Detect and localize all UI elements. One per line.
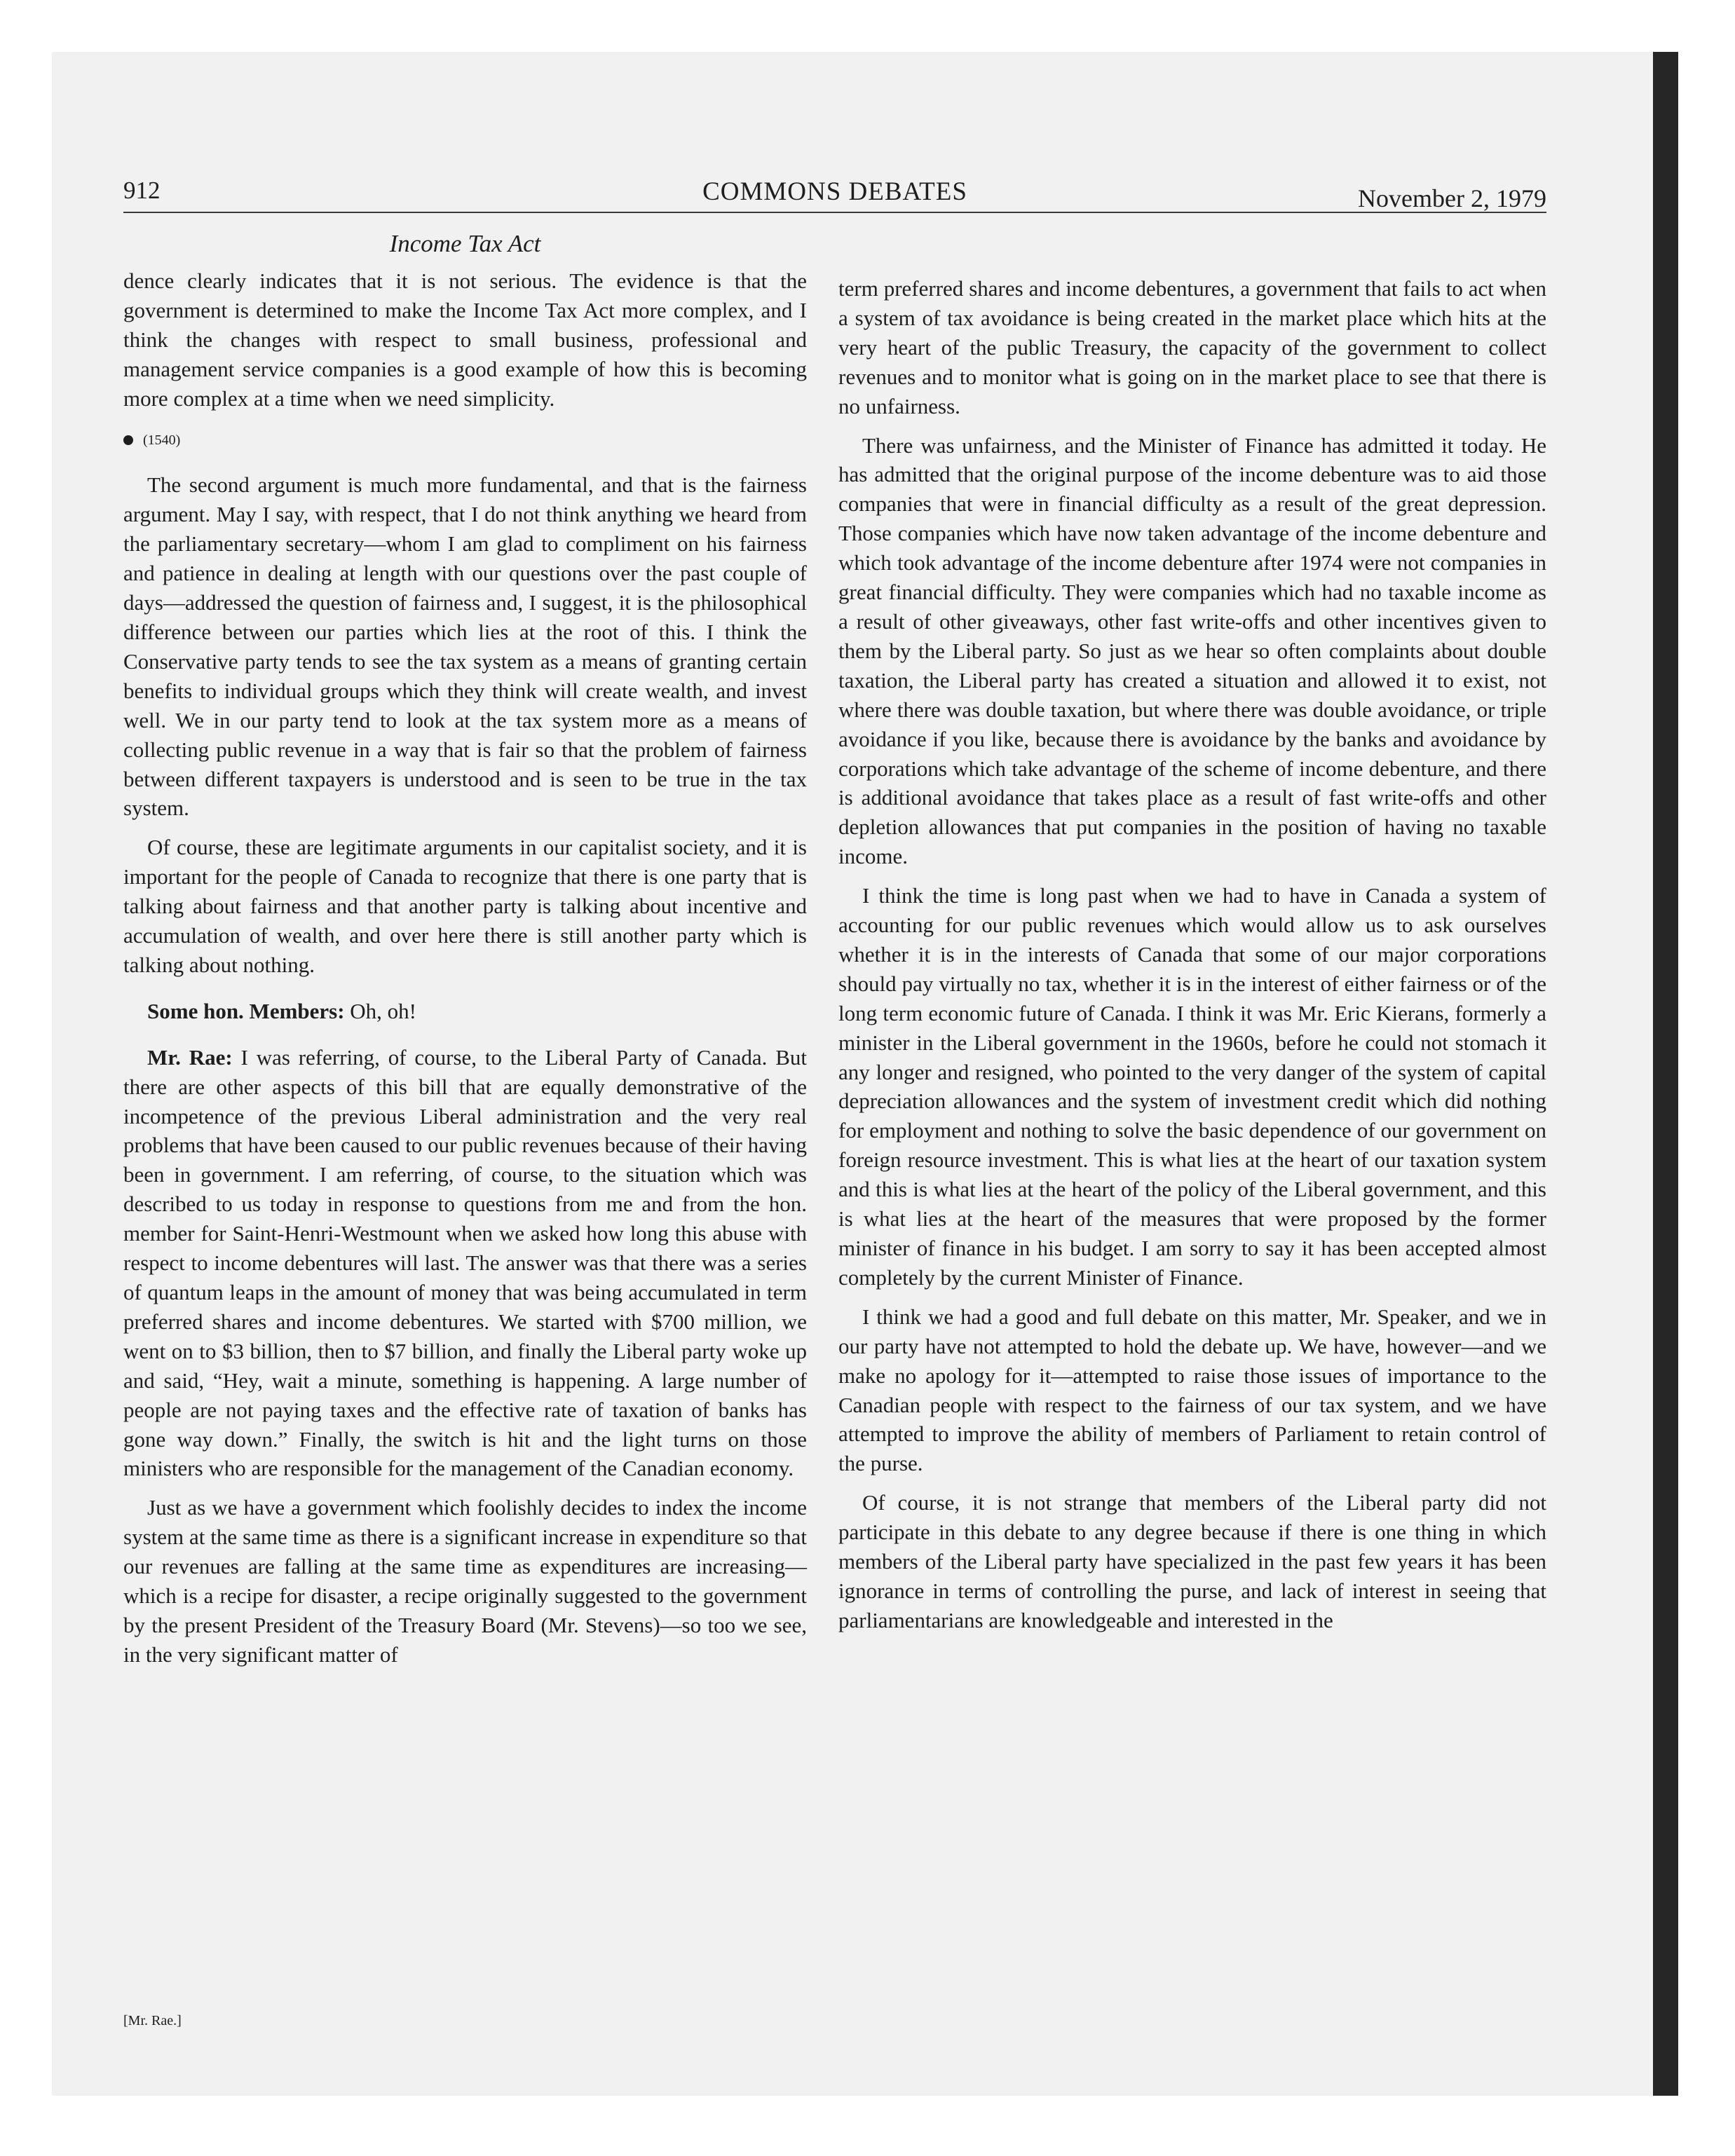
scan-edge-bar bbox=[1653, 52, 1678, 2096]
paragraph: There was unfairness, and the Minister of Finance has admitted it today. He has admitted that the original purpose of the income debenture was to aid those companies that were in financial difficulty as a result of the great depression. Those companies which have now taken advantage of the income debenture and which took advantage of the income debenture after 1974 were not companies in great financial difficulty. They were companies which had no taxable income as a result of other giveaways, other fast write-offs and other incentives given to them by the Liberal party. So just as we hear so often complaints about double taxation, the Liberal party has created a situation and allowed it to exist, not where there was double taxation, but where there was double avoidance, or triple avoidance if you like, because there is avoidance by the banks and avoidance by corporations which take advantage of the scheme of income debenture, and there is additional avoidance that takes place as a result of fast write-offs and other depletion allowances that put companies in the position of having no taxable income. bbox=[838, 432, 1546, 869]
section-title: Income Tax Act bbox=[389, 230, 541, 257]
page-header bbox=[123, 177, 1546, 213]
paragraph: Of course, it is not strange that members of the Liberal party did not participate in this debate to any degree because if there is one thing in which members of the Liberal party have specialized in the past few years it has been ignorance in terms of controlling the purse, and lack of interest in seeing that parliamentarians are knowledgeable and interested in the bbox=[838, 1490, 1546, 1632]
header-date: November 2, 1979 bbox=[1358, 184, 1546, 212]
speech bbox=[123, 997, 807, 1026]
paragraph: Of course, these are legitimate arguments in our capitalist society, and it is important for the people of Canada to recognize that there is one party that is talking about fairness and that another party is talking about incentive and accumulation of wealth, and over here there is still another party which is talking about nothing. bbox=[123, 835, 807, 977]
running-title: COMMONS DEBATES bbox=[702, 177, 967, 206]
right-column bbox=[838, 274, 1546, 1645]
speech-text: I was referring, of course, to the Liberal Party of Canada. But there are other aspects of this bill that are equally demonstrative of the incompetence of the previous Liberal administration and the very real problems that have been caused to our public revenues because of their having been in government. I am referring, of course, to the situation which was described to us today in response to questions from me and from the hon. member for Saint-Henri-Westmount when we asked how long this abuse with respect to income debentures will last. The answer was that there was a series of quantum leaps in the amount of money that was being accumulated in term preferred shares and income debentures. We started with $700 million, we went on to $3 billion, then to $7 billion, and finally the Liberal party woke up and said, “Hey, wait a minute, something is happening. A large number of people are not paying taxes and the effective rate of taxation of banks has gone way down.” Finally, the switch is hit and the light turns on those ministers who are responsible for the management of the Canadian economy. bbox=[123, 1044, 807, 1481]
speech bbox=[123, 1043, 807, 1484]
timestamp bbox=[123, 426, 807, 456]
speaker-footnote: [Mr. Rae.] bbox=[123, 2013, 182, 2028]
speech-text: Oh, oh! bbox=[350, 998, 417, 1023]
paragraph: dence clearly indicates that it is not serious. The evidence is that the government is determined to make the Income Tax Act more complex, and I think the changes with respect to small business, professional and management service companies is a good example of how this is becoming more complex at a time when we need simplicity. bbox=[123, 268, 807, 411]
paragraph: I think the time is long past when we had to have in Canada a system of accounting for our public revenues which would allow us to ask ourselves whether it is in the interests of Canada that some of our major corporations should pay virtually no tax, whether it is in the interest of either fairness or of the long term economic future of Canada. I think it was Mr. Eric Kierans, formerly a minister in the Liberal government in the 1960s, before he could not stomach it any longer and resigned, who pointed to the very danger of the system of capital depreciation allowances and the system of investment credit which did nothing for employment and nothing to solve the basic dependence of our government on foreign resource investment. This is what lies at the heart of our taxation system and this is what lies at the heart of the policy of the Liberal government, and this is what lies at the heart of the measures that were proposed by the former minister of finance in his budget. I am sorry to say it has been accepted almost completely by the current Minister of Finance. bbox=[838, 883, 1546, 1290]
timestamp-text: (1540) bbox=[143, 432, 181, 448]
bullet-icon bbox=[123, 435, 133, 445]
page-number: 912 bbox=[123, 177, 161, 204]
paragraph: term preferred shares and income debentures, a government that fails to act when a system of tax avoidance is being created in the market place which hits at the very heart of the public Treasury, the capacity of the government to collect revenues and to monitor what is going on in the market place to see that there is no unfairness. bbox=[838, 276, 1546, 418]
speaker-name: Some hon. Members: bbox=[147, 998, 345, 1023]
left-column bbox=[123, 266, 807, 1679]
paragraph: I think we had a good and full debate on this matter, Mr. Speaker, and we in our party have not attempted to hold the debate up. We have, however—and we make no apology for it—attempted to raise those issues of importance to the Canadian people with respect to the fairness of our tax system, and we have attempted to improve the ability of members of Parliament to retain control of the purse. bbox=[838, 1304, 1546, 1476]
paragraph: Just as we have a government which foolishly decides to index the income system at the same time as there is a significant increase in expenditure so that our revenues are falling at the same time as expenditures are increasing—which is a recipe for disaster, a recipe originally suggested to the government by the present President of the Treasury Board (Mr. Stevens)—so too we see, in the very significant matter of bbox=[123, 1495, 807, 1667]
paragraph: The second argument is much more fundamental, and that is the fairness argument. May I say, with respect, that I do not think anything we heard from the parliamentary secretary—whom I am glad to compliment on his fairness and patience in dealing at length with our questions over the past couple of days—addressed the question of fairness and, I suggest, it is the philosophical difference between our parties which lies at the root of this. I think the Conservative party tends to see the tax system as a means of granting certain benefits to individual groups which they think will create wealth, and invest well. We in our party tend to look at the tax system more as a means of collecting public revenue in a way that is fair so that the problem of fairness between different taxpayers is understood and is seen to be true in the tax system. bbox=[123, 472, 807, 821]
speaker-name: Mr. Rae: bbox=[147, 1044, 233, 1070]
